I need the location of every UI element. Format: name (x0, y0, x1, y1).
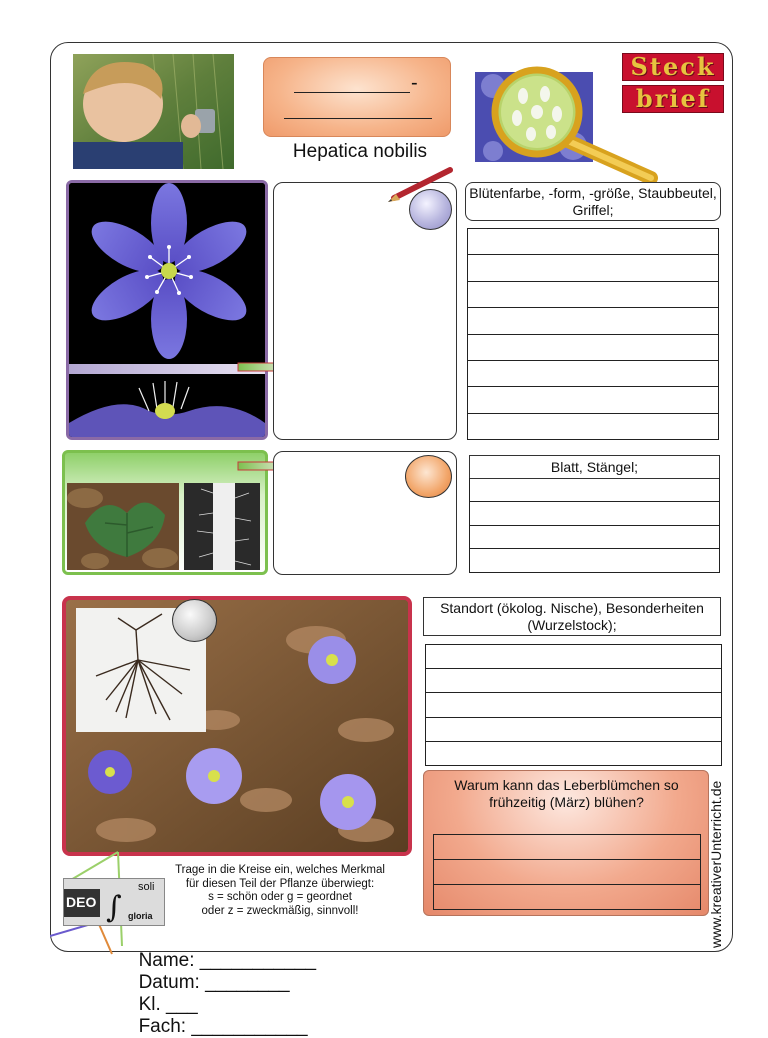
question-box (423, 770, 709, 916)
question-text: Warum kann das Leberblümchen so frühzeitig (März) blühen? (454, 777, 679, 810)
question-answer-lines[interactable] (433, 834, 701, 910)
habitat-photo-frame (62, 596, 412, 856)
habitat-rating-circle[interactable] (172, 599, 217, 642)
badge-word-1: Steck (622, 53, 724, 81)
flower-rating-circle[interactable] (409, 189, 452, 230)
title-dash: - (411, 72, 418, 94)
flower-label-box: Blütenfarbe, -form, -größe, Staubbeutel, Griffel; (465, 182, 721, 221)
subject-field[interactable]: Fach: ___________ (138, 1016, 308, 1037)
date-field[interactable]: Datum: ________ (138, 972, 290, 993)
photo-boy-with-camera (73, 54, 234, 169)
title-blank-line-2 (284, 118, 432, 119)
instructions-line-1: Trage in die Kreise ein, welches Merkmal (175, 864, 385, 876)
habitat-label-box: Standort (ökolog. Nische), Besonderheiten (Wurzelstock); (423, 597, 721, 636)
flower-answer-lines[interactable] (467, 228, 719, 440)
logo-gloria-text: gloria (128, 911, 153, 921)
logo-deo-text: DEO (66, 894, 97, 910)
german-name-title-box[interactable] (263, 57, 451, 137)
instructions-line-3: s = schön oder g = geordnet (208, 891, 352, 903)
leaf-rating-circle[interactable] (405, 455, 452, 498)
steckbrief-badge (622, 53, 724, 117)
flower-photo-frame (66, 180, 268, 440)
source-url: www.kreativerUnterricht.de (708, 780, 724, 948)
habitat-answer-lines[interactable] (425, 644, 722, 766)
name-field[interactable]: Name: ___________ (138, 950, 317, 971)
leaf-answer-lines[interactable] (469, 478, 720, 573)
instructions-text (160, 864, 400, 918)
leaf-label-box: Blatt, Stängel; (469, 455, 720, 479)
title-blank-line-1 (294, 92, 410, 93)
latin-plant-name: Hepatica nobilis (292, 141, 428, 162)
class-field[interactable]: Kl. ___ (138, 994, 198, 1015)
logo-soli-text: soli (138, 881, 155, 893)
badge-word-2: brief (622, 85, 724, 113)
deo-logo: DEO soli gloria ∫ (63, 878, 165, 926)
instructions-line-2: für diesen Teil der Pflanze überwiegt: (185, 877, 375, 890)
footer-fields (128, 928, 316, 1038)
instructions-line-4: oder z = zweckmäßig, sinnvoll! (201, 904, 359, 917)
